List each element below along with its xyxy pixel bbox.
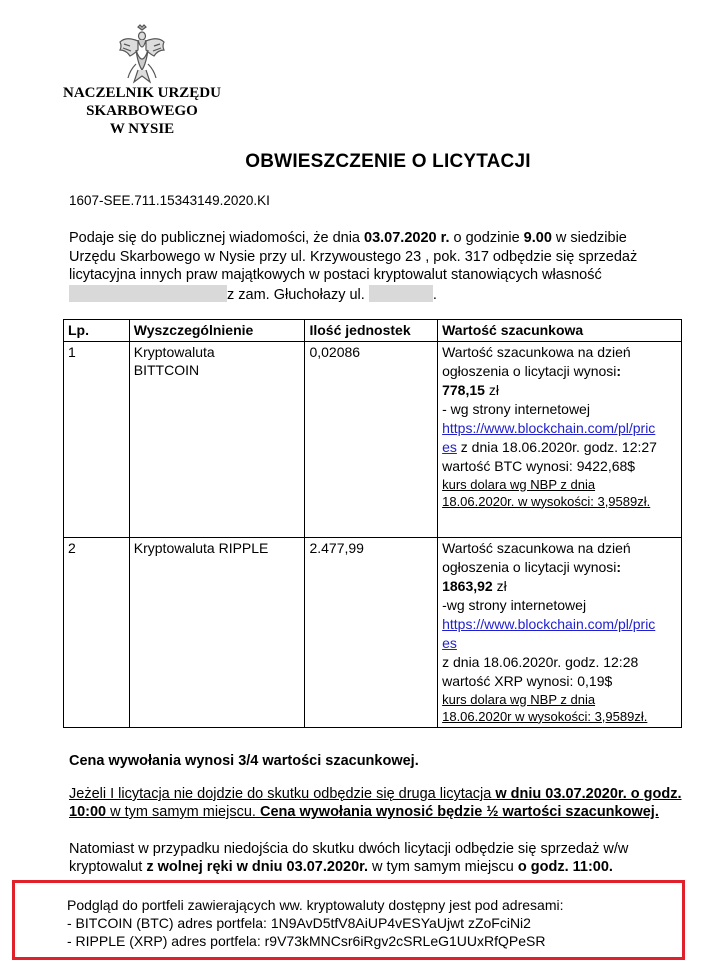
value-date: z dnia 18.06.2020r. godz. 12:28 <box>442 653 639 670</box>
column-header-lp: Lp. <box>64 320 130 342</box>
second-auction-paragraph: Jeżeli I licytacja nie dojdzie do skutku odbędzie się druga licytacja w dniu 03.07.2020r. o godz. 10:00 w tym samym miejscu. Cena wywołania wynosić będzie ½ wartości szacunkowej. <box>69 786 682 820</box>
value-amount: 1863,92 zł <box>442 577 507 594</box>
auction-time: 9.00 <box>523 230 552 246</box>
office-line: NACZELNIK URZĘDU <box>63 85 221 101</box>
redacted-address <box>369 285 433 302</box>
value-text: ogłoszenia o licytacji wynosi: <box>442 558 622 575</box>
auction-date: 03.07.2020 r. <box>364 230 450 246</box>
description-line: Kryptowaluta <box>133 343 215 360</box>
value-source: - wg strony internetowej <box>442 400 590 417</box>
nbp-rate-note: 18.06.2020r. w wysokości: 3,9589zł. <box>442 493 651 509</box>
column-header-estimated-value: Wartość szacunkowa <box>438 320 682 342</box>
intro-text: o godzinie <box>449 230 524 246</box>
blockchain-link[interactable]: es <box>442 634 457 651</box>
xrp-wallet-address: - RIPPLE (XRP) adres portfela: r9V73kMNCsr6iRgv2cSRLeG1UUxRfQPeSR <box>67 933 546 949</box>
redacted-owner-name <box>69 285 227 302</box>
blockchain-link[interactable]: es <box>442 438 457 455</box>
blockchain-link[interactable]: https://www.blockchain.com/pl/pric <box>442 615 656 632</box>
value-source: -wg strony internetowej <box>442 596 587 613</box>
reference-number: 1607-SEE.711.15343149.2020.KI <box>69 193 270 208</box>
column-header-quantity: Ilość jednostek <box>305 320 438 342</box>
intro-text: . <box>432 286 437 303</box>
cell-quantity: 2.477,99 <box>305 537 438 727</box>
intro-text: w siedzibie Urzędu Skarbowego w Nysie przy ul. Krzywoustego 23 , pok. 317 odbędzie się sprzedaż licytacyjna innych praw majątkowych w postaci kryptowalut stanowiących własność <box>69 230 638 283</box>
cell-quantity: 0,02086 <box>305 341 438 537</box>
description-line: Kryptowaluta RIPPLE <box>133 539 269 556</box>
value-rate: wartość BTC wynosi: 9422,68$ <box>442 457 636 474</box>
cell-lp: 1 <box>64 341 130 537</box>
blockchain-link[interactable]: https://www.blockchain.com/pl/pric <box>442 419 656 436</box>
cell-description <box>129 341 305 537</box>
cell-estimated-value <box>438 537 682 727</box>
value-text: Wartość szacunkowa na dzień <box>442 539 631 556</box>
table-row <box>64 341 682 537</box>
cell-lp: 2 <box>64 537 130 727</box>
tax-office-name <box>40 84 244 138</box>
table-header-row <box>64 320 682 342</box>
intro-paragraph <box>69 229 669 304</box>
free-sale-paragraph: Natomiast w przypadku niedojścia do skutku dwóch licytacji odbędzie się sprzedaż w/w kryptowalut z wolnej ręki w dniu 03.07.2020r. w tym samym miejscu o godz. 11:00. <box>69 841 629 875</box>
polish-eagle-emblem-icon <box>116 24 168 84</box>
description-line: BITTCOIN <box>133 362 200 378</box>
table-row <box>64 537 682 727</box>
document-title <box>0 151 718 173</box>
nbp-rate-note: 18.06.2020r w wysokości: 3,9589zł. <box>442 708 648 724</box>
wallet-addresses-box <box>12 880 685 960</box>
btc-wallet-address: - BITCOIN (BTC) adres portfela: 1N9AvD5tfV8AiUP4vESYaUjwt zZoFciNi2 <box>67 915 531 931</box>
column-header-description: Wyszczególnienie <box>129 320 305 342</box>
document-title-text: OBWIESZCZENIE O LICYTACJI <box>245 151 531 172</box>
items-table <box>63 319 682 728</box>
value-rate: wartość XRP wynosi: 0,19$ <box>442 672 613 689</box>
value-text: Wartość szacunkowa na dzień <box>442 343 631 360</box>
office-line: W NYSIE <box>109 121 175 137</box>
value-amount: 778,15 zł <box>442 381 499 398</box>
cell-description <box>129 537 305 727</box>
nbp-rate-note: kurs dolara wg NBP z dnia <box>442 691 596 707</box>
office-line: SKARBOWEGO <box>86 103 198 119</box>
intro-text: z zam. Głuchołazy ul. <box>227 286 365 303</box>
call-price-note: Cena wywołania wynosi 3/4 wartości szacunkowej. <box>69 753 419 769</box>
value-date: es z dnia 18.06.2020r. godz. 12:27 <box>442 438 657 455</box>
nbp-rate-note: kurs dolara wg NBP z dnia <box>442 476 596 492</box>
cell-estimated-value <box>438 341 682 537</box>
value-text: ogłoszenia o licytacji wynosi: <box>442 362 622 379</box>
intro-text: Podaje się do publicznej wiadomości, że dnia <box>69 230 365 246</box>
wallet-intro: Podgląd do portfeli zawierających ww. kryptowaluty dostępny jest pod adresami: <box>67 897 564 913</box>
